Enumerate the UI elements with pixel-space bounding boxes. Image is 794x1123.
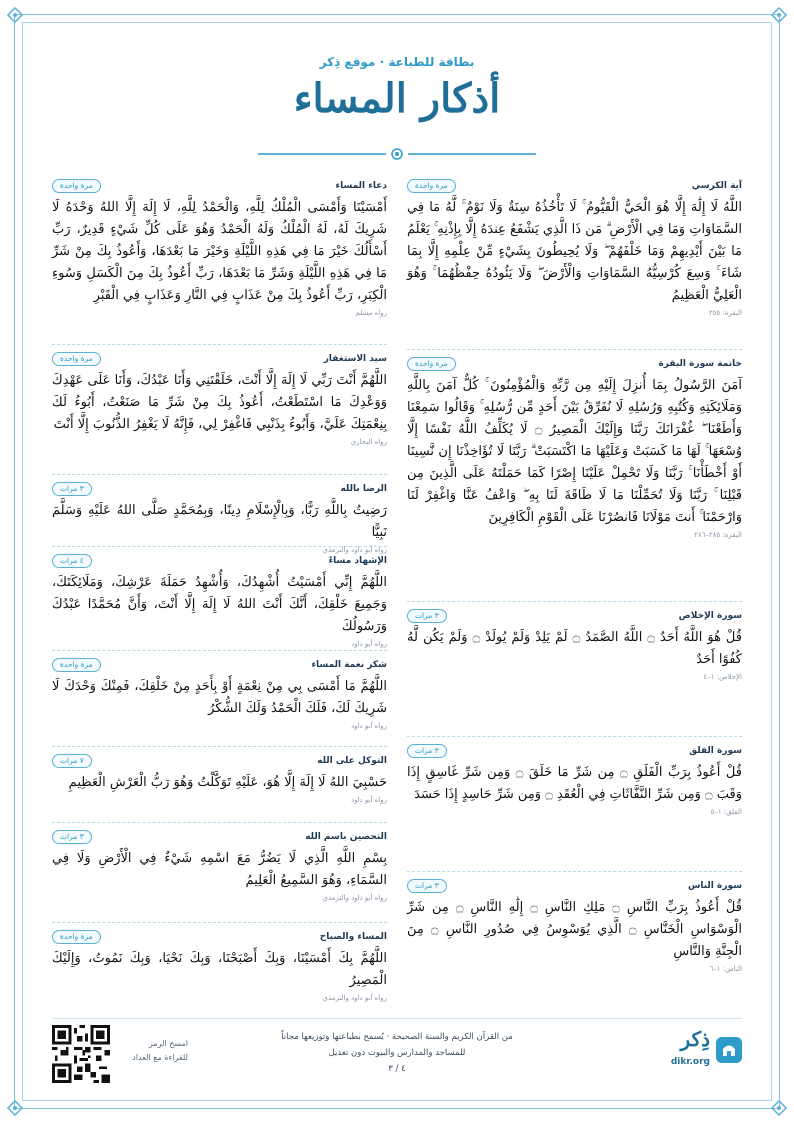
card-text: بِسْمِ اللَّهِ الَّذِي لَا يَضُرُّ مَعَ اسْمِهِ شَيْءٌ فِي الْأَرْضِ وَلَا فِي السَّمَاءِ، وَهُوَ السَّمِيعُ الْعَلِيمُ [52, 851, 387, 888]
mosque-logo-icon [716, 1037, 742, 1063]
card-title: التحصين باسم الله [305, 832, 387, 842]
repeat-count-badge: ٣ مرات [52, 482, 92, 496]
page-footer [52, 1025, 742, 1075]
card-text: قُلْ أَعُوذُ بِرَبِّ الْفَلَقِ ۝ مِن شَرِّ مَا خَلَقَ ۝ وَمِن شَرِّ غَاسِقٍ إِذَا وَقَبَ ۝ وَمِن شَرِّ النَّفَّاثَاتِ فِي الْعُقَدِ ۝ وَمِن شَرِّ حَاسِدٍ إِذَا حَسَدَ [407, 765, 742, 802]
card-reference: البقرة: ٢٥٥ [708, 309, 742, 317]
corner-ornament-icon [770, 1099, 788, 1117]
footer-notice [202, 1029, 592, 1077]
card-text: قُلْ هُوَ اللَّهُ أَحَدٌ ۝ اللَّهُ الصَّمَدُ ۝ لَمْ يَلِدْ وَلَمْ يُولَدْ ۝ وَلَمْ يَكُن لَّهُ كُفُوًا أَحَدٌ [407, 630, 742, 667]
card-reference: رواه أبو داود [351, 722, 387, 730]
card-text: اللَّهُمَّ إِنِّي أَمْسَيْتُ أُشْهِدُكَ، وَأُشْهِدُ حَمَلَةَ عَرْشِكَ، وَمَلَائِكَتَكَ، وَجَمِيعَ خَلْقِكَ، أَنَّكَ أَنْتَ اللهُ لَا إِلَهَ إِلَّا أَنْتَ، وَأَنَّ مُحَمَّدًا عَبْدُكَ وَرَسُولُكَ [52, 575, 387, 634]
sunnah-column [52, 172, 387, 1003]
dhikr-card-shukr [52, 651, 387, 747]
qr-caption-line-1: امسح الرمز [148, 1039, 188, 1048]
card-title: الرضا بالله [340, 484, 387, 494]
dhikr-card-evening-dua [52, 172, 387, 345]
corner-ornament-icon [6, 6, 24, 24]
repeat-count-badge: ٣ مرات [407, 609, 447, 623]
card-title: شكر نعمة المساء [311, 660, 387, 670]
card-title: الإشهاد مساءً [328, 556, 387, 566]
qr-caption [118, 1037, 188, 1065]
page-title: أذكار المساء [293, 75, 501, 122]
card-reference: رواه أبو داود والترمذي [322, 994, 387, 1002]
card-reference: رواه أبو داود والترمذي [322, 894, 387, 902]
card-reference: رواه أبو داود [351, 796, 387, 804]
card-text: اللَّهُمَّ أَنْتَ رَبِّي لَا إِلَهَ إِلَّا أَنْتَ، خَلَقْتَنِي وَأَنَا عَبْدُكَ، وَأَنَا عَلَى عَهْدِكَ وَوَعْدِكَ مَا اسْتَطَعْتُ، أَعُوذُ بِكَ مِنْ شَرِّ مَا صَنَعْتُ، أَبُوءُ لَكَ بِنِعْمَتِكَ عَلَيَّ، وَأَبُوءُ بِذَنْبِي فَاغْفِرْ لِي، فَإِنَّهُ لَا يَغْفِرُ الذُّنُوبَ إِلَّا أَنْتَ [52, 373, 387, 432]
repeat-count-badge: ٧ مرات [52, 754, 92, 768]
page-subtitle: بطاقة للطباعة · موقع ذِكر [319, 55, 475, 69]
card-reference: رواه أبو داود [351, 640, 387, 648]
repeat-count-badge: مرة واحدة [52, 179, 101, 193]
corner-ornament-icon [6, 1099, 24, 1117]
card-title: سورة الإخلاص [678, 611, 742, 621]
repeat-count-badge: مرة واحدة [407, 357, 456, 371]
card-text: قُلْ أَعُوذُ بِرَبِّ النَّاسِ ۝ مَلِكِ النَّاسِ ۝ إِلَٰهِ النَّاسِ ۝ مِن شَرِّ الْوَسْوَاسِ الْخَنَّاسِ ۝ الَّذِي يُوَسْوِسُ فِي صُدُورِ النَّاسِ ۝ مِنَ الْجِنَّةِ وَالنَّاسِ [407, 900, 742, 959]
dhikr-card-an-nas [407, 872, 742, 1002]
repeat-count-badge: ٣ مرات [52, 830, 92, 844]
footer-line-2: للمساجد والمدارس والبيوت دون تعديل [328, 1048, 466, 1058]
card-reference: رواه البخاري [350, 438, 387, 446]
repeat-count-badge: ٣ مرات [407, 879, 447, 893]
quran-column [407, 172, 742, 1002]
card-title: سورة الناس [687, 881, 742, 891]
card-title: دعاء المساء [335, 181, 387, 191]
footer-divider [52, 1018, 742, 1019]
card-text: اللَّهُ لَا إِلَٰهَ إِلَّا هُوَ الْحَيُّ الْقَيُّومُ ۚ لَا تَأْخُذُهُ سِنَةٌ وَلَا نَوْمٌ ۚ لَّهُ مَا فِي السَّمَاوَاتِ وَمَا فِي الْأَرْضِ ۗ مَن ذَا الَّذِي يَشْفَعُ عِندَهُ إِلَّا بِإِذْنِهِ ۚ يَعْلَمُ مَا بَيْنَ أَيْدِيهِمْ وَمَا خَلْفَهُمْ ۖ وَلَا يُحِيطُونَ بِشَيْءٍ مِّنْ عِلْمِهِ إِلَّا بِمَا شَاءَ ۚ وَسِعَ كُرْسِيُّهُ السَّمَاوَاتِ وَالْأَرْضَ ۖ وَلَا يَئُودُهُ حِفْظُهُمَا ۚ وَهُوَ الْعَلِيُّ الْعَظِيمُ [407, 200, 742, 303]
dhikr-card-al-falaq [407, 737, 742, 872]
card-text: اللَّهُمَّ مَا أَمْسَى بِي مِنْ نِعْمَةٍ أَوْ بِأَحَدٍ مِنْ خَلْقِكَ، فَمِنْكَ وَحْدَكَ لَا شَرِيكَ لَكَ، فَلَكَ الْحَمْدُ وَلَكَ الشُّكْرُ [52, 679, 387, 716]
card-text: حَسْبِيَ اللهُ لَا إِلَهَ إِلَّا هُوَ، عَلَيْهِ تَوَكَّلْتُ وَهُوَ رَبُّ الْعَرْشِ الْعَظِيمِ [68, 775, 387, 790]
brand-logo [642, 1025, 742, 1075]
card-text: رَضِيتُ بِاللَّهِ رَبًّا، وَبِالْإِسْلَامِ دِينًا، وَبِمُحَمَّدٍ صَلَّى اللهُ عَلَيْهِ وَسَلَّمَ نَبِيًّا [52, 503, 387, 540]
card-reference: الإخلاص: ١–٤ [703, 673, 742, 681]
card-title: سيد الاستغفار [323, 354, 387, 364]
dhikr-card-sayyid-al-istighfar [52, 345, 387, 475]
qr-code-icon[interactable] [52, 1025, 110, 1083]
dhikr-card-al-ikhlas [407, 602, 742, 737]
repeat-count-badge: مرة واحدة [52, 658, 101, 672]
card-title: سورة الفلق [689, 746, 742, 756]
card-text: أَمْسَيْنَا وَأَمْسَى الْمُلْكُ لِلَّهِ، وَالْحَمْدُ لِلَّهِ، لَا إِلَهَ إِلَّا اللهُ وَحْدَهُ لَا شَرِيكَ لَهُ، لَهُ الْمُلْكُ وَلَهُ الْحَمْدُ وَهُوَ عَلَى كُلِّ شَيْءٍ قَدِيرٌ، رَبِّ أَسْأَلُكَ خَيْرَ مَا فِي هَذِهِ اللَّيْلَةِ وَخَيْرَ مَا بَعْدَهَا، وَأَعُوذُ بِكَ مِنْ شَرِّ مَا فِي هَذِهِ اللَّيْلَةِ وَشَرِّ مَا بَعْدَهَا، رَبِّ أَعُوذُ بِكَ مِنَ الْكَسَلِ وَسُوءِ الْكِبَرِ، رَبِّ أَعُوذُ بِكَ مِنْ عَذَابٍ فِي النَّارِ وَعَذَابٍ فِي الْقَبْرِ [52, 200, 387, 303]
card-title: خاتمة سورة البقرة [658, 359, 742, 369]
dhikr-card-baqarah-ending [407, 350, 742, 602]
card-reference: الناس: ١–٦ [709, 965, 742, 973]
brand-url-link[interactable]: dikr.org [670, 1057, 710, 1067]
qr-caption-line-2: للقراءة مع العداد [132, 1053, 188, 1062]
page-number: ٤ / ٣ [388, 1064, 406, 1074]
dhikr-card-bismillah-protection [52, 823, 387, 923]
repeat-count-badge: مرة واحدة [52, 352, 101, 366]
card-reference: البقرة: ٢٨٥–٢٨٦ [694, 531, 742, 539]
repeat-count-badge: ٤ مرات [52, 554, 92, 568]
dhikr-card-rida-billah [52, 475, 387, 554]
dhikr-card-evening-morning [52, 923, 387, 1003]
title-divider-ornament-icon [258, 147, 536, 161]
card-text: اللَّهُمَّ بِكَ أَمْسَيْنَا، وَبِكَ أَصْبَحْنَا، وَبِكَ نَحْيَا، وَبِكَ نَمُوتُ، وَإِلَيْكَ الْمَصِيرُ [52, 951, 387, 988]
card-text: آمَنَ الرَّسُولُ بِمَا أُنزِلَ إِلَيْهِ مِن رَّبِّهِ وَالْمُؤْمِنُونَ ۚ كُلٌّ آمَنَ بِاللَّهِ وَمَلَائِكَتِهِ وَكُتُبِهِ وَرُسُلِهِ لَا نُفَرِّقُ بَيْنَ أَحَدٍ مِّن رُّسُلِهِ ۚ وَقَالُوا سَمِعْنَا وَأَطَعْنَا ۖ غُفْرَانَكَ رَبَّنَا وَإِلَيْكَ الْمَصِيرُ ۝ لَا يُكَلِّفُ اللَّهُ نَفْسًا إِلَّا وُسْعَهَا ۚ لَهَا مَا كَسَبَتْ وَعَلَيْهَا مَا اكْتَسَبَتْ ۗ رَبَّنَا لَا تُؤَاخِذْنَا إِن نَّسِينَا أَوْ أَخْطَأْنَا ۚ رَبَّنَا وَلَا تَحْمِلْ عَلَيْنَا إِصْرًا كَمَا حَمَلْتَهُ عَلَى الَّذِينَ مِن قَبْلِنَا ۚ رَبَّنَا وَلَا تُحَمِّلْنَا مَا لَا طَاقَةَ لَنَا بِهِ ۖ وَاعْفُ عَنَّا وَاغْفِرْ لَنَا وَارْحَمْنَا ۚ أَنتَ مَوْلَانَا فَانصُرْنَا عَلَى الْقَوْمِ الْكَافِرِينَ [407, 378, 742, 525]
repeat-count-badge: مرة واحدة [52, 930, 101, 944]
card-title: المساء والصباح [319, 932, 387, 942]
repeat-count-badge: مرة واحدة [407, 179, 456, 193]
dhikr-card-ayat-al-kursi [407, 172, 742, 350]
card-title: آية الكرسي [691, 181, 742, 191]
dhikr-card-ishhad [52, 547, 387, 651]
repeat-count-badge: ٣ مرات [407, 744, 447, 758]
page-header [0, 55, 794, 125]
card-title: التوكل على الله [317, 756, 387, 766]
brand-wordmark: ذِكر [680, 1027, 710, 1051]
card-reference: رواه مسلم [355, 309, 387, 317]
card-reference: رواه أبو داود والترمذي [322, 546, 387, 554]
corner-ornament-icon [770, 6, 788, 24]
card-reference: الفلق: ١–٥ [710, 808, 742, 816]
footer-line-1: من القرآن الكريم والسنة الصحيحة · يُسمح بطباعتها وتوزيعها مجاناً [281, 1032, 513, 1042]
dhikr-card-tawakkul [52, 747, 387, 823]
